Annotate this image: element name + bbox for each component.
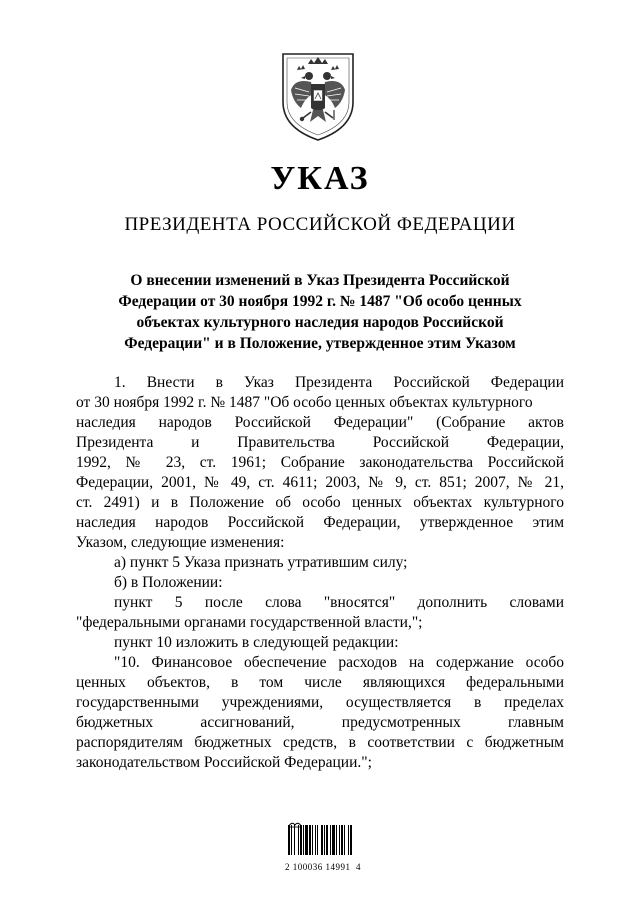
decree-title: УКАЗ	[270, 160, 370, 197]
body-line: бюджетных ассигнований, предусмотренных главным	[76, 714, 564, 731]
body-line: государственными учреждениями, осуществляется в пределах	[76, 694, 564, 711]
heading-line: Федерации от 30 ноября 1992 г. № 1487 "Об особо ценных	[118, 293, 522, 310]
body-line: ст. 2491) и в Положение об особо ценных объектах культурного	[76, 494, 564, 511]
barcode-bar	[305, 825, 308, 855]
barcode-number: 2 100036 14991 4	[285, 862, 361, 872]
coat-of-arms-emblem	[275, 50, 361, 142]
barcode-bar	[298, 825, 299, 855]
body-line: "10. Финансовое обеспечение расходов на содержание особо	[114, 654, 564, 671]
barcode-bar	[288, 825, 290, 855]
body-line: 1992, № 23, ст. 1961; Собрание законодательства Российской	[76, 454, 564, 471]
barcode-bar	[350, 825, 352, 855]
barcode-bar	[294, 825, 295, 855]
heading-line: О внесении изменений в Указ Президента Российской	[130, 272, 510, 289]
body-line: распорядителям бюджетных средств, в соответствии с бюджетным	[76, 734, 564, 751]
body-line: пункт 10 изложить в следующей редакции:	[114, 634, 399, 651]
body-line: а) пункт 5 Указа признать утратившим силу;	[114, 554, 408, 571]
body-line: наследия народов Российской Федерации" (Собрание актов	[76, 414, 564, 431]
barcode-bar	[303, 825, 304, 855]
decree-issuer: ПРЕЗИДЕНТА РОССИЙСКОЙ ФЕДЕРАЦИИ	[124, 214, 516, 235]
body-line: ценных объектов, в том числе являющихся федеральными	[76, 674, 564, 691]
body-line: Президента и Правительства Российской Федерации,	[76, 434, 564, 451]
barcode-bar	[344, 825, 345, 855]
barcode-bar	[317, 825, 318, 855]
body-line: пункт 5 после слова "вносятся" дополнить словами	[114, 594, 564, 611]
body-line: Указом, следующие изменения:	[76, 534, 285, 551]
barcode	[288, 825, 366, 855]
body-line: законодательством Российской Федерации.";	[76, 754, 372, 771]
heading-line: объектах культурного наследия народов Российской	[136, 314, 504, 331]
barcode-bar	[315, 825, 316, 855]
body-line: от 30 ноября 1992 г. № 1487 "Об особо ценных объектах культурного	[76, 394, 533, 411]
barcode-bar	[291, 825, 292, 855]
body-line: Федерации, 2001, № 49, ст. 4611; 2003, № 9, ст. 851; 2007, № 21,	[76, 474, 564, 491]
barcode-bar	[326, 825, 328, 855]
barcode-bar	[339, 825, 340, 855]
barcode-bar	[336, 825, 337, 855]
body-line: наследия народов Российской Федерации, утвержденное этим	[76, 514, 564, 531]
body-line: б) в Положении:	[114, 574, 223, 591]
barcode-bar	[324, 825, 325, 855]
body-line: 1. Внести в Указ Президента Российской Федерации	[114, 374, 564, 391]
barcode-bar	[332, 825, 335, 855]
barcode-bar	[300, 825, 302, 855]
barcode-bar	[309, 825, 311, 855]
heading-line: Федерации" и в Положение, утвержденное этим Указом	[124, 335, 516, 352]
barcode-bar	[312, 825, 313, 855]
barcode-bar	[330, 825, 331, 855]
body-line: "федеральными органами государственной власти,";	[76, 614, 423, 631]
decree-body	[76, 373, 564, 773]
decree-heading	[100, 270, 540, 354]
barcode-bar	[348, 825, 349, 855]
barcode-bar	[341, 825, 343, 855]
barcode-bar	[321, 825, 323, 855]
